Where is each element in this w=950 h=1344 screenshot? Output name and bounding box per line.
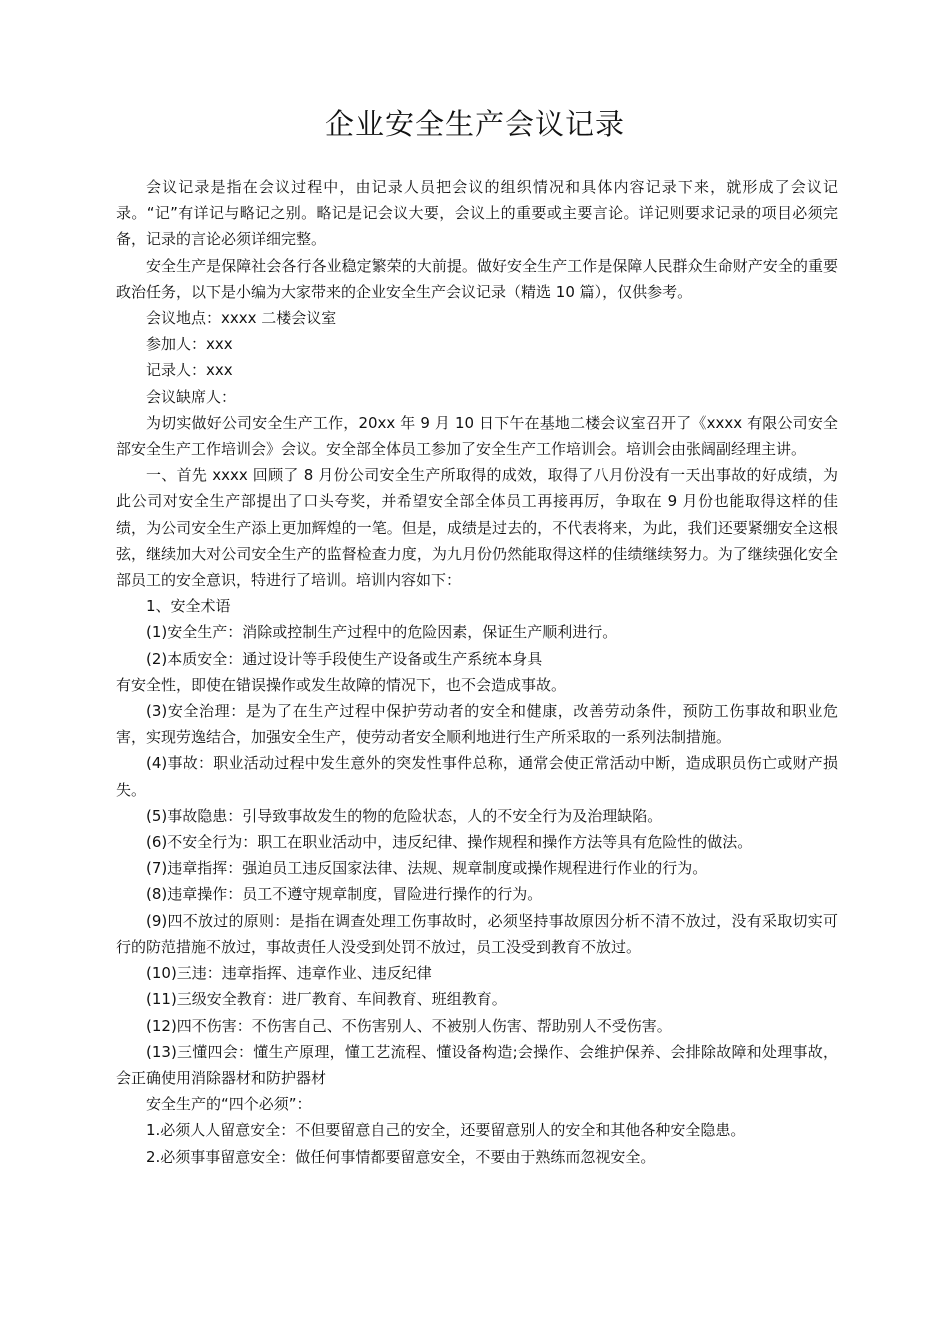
document-title: 企业安全生产会议记录 [324,107,625,141]
paragraph-intro-meeting-record: 会议记录是指在会议过程中，由记录人员把会议的组织情况和具体内容记录下来，就形成了会议记录。“记”有详记与略记之别。略记是记会议大要，会议上的重要或主要言论。详记则要求记录的项目必须完备，记录的言论必须详细完整。 [116,178,838,249]
term-item-6: (6)不安全行为：职工在职业活动中，违反纪律、操作规程和操作方法等具有危险性的做法。 [146,833,753,852]
paragraph-meeting-summary: 为切实做好公司安全生产工作，20xx 年 9 月 10 日下午在基地二楼会议室召开了《xxxx 有限公司安全部安全生产工作培训会》会议。安全部全体员工参加了安全生产工作培训会。培训会由张阔副经理主讲。 [116,413,838,459]
term-item-5: (5)事故隐患：引导致事故发生的物的危险状态，人的不安全行为及治理缺陷。 [146,806,663,825]
term-item-7: (7)违章指挥：强迫员工违反国家法律、法规、规章制度或操作规程进行作业的行为。 [146,859,708,878]
term-item-9: (9)四不放过的原则：是指在调查处理工伤事故时，必须坚持事故原因分析不清不放过，没有采取切实可行的防范措施不放过，事故责任人没受到处罚不放过，员工没受到教育不放过。 [116,911,838,956]
term-item-12: (12)四不伤害：不伤害自己、不伤害别人、不被别人伤害、帮助别人不受伤害。 [146,1016,672,1035]
term-item-1: (1)安全生产：消除或控制生产过程中的危险因素，保证生产顺利进行。 [146,623,618,642]
term-item-2: (2)本质安全：通过设计等手段使生产设备或生产系统本身具 [146,649,543,668]
document-body [116,174,838,1170]
paragraph-review: 一、首先 xxxx 回顾了 8 月份公司安全生产所取得的成效，取得了八月份没有一天出事故的好成绩，为此公司对安全生产部提出了口头夸奖，并希望安全部全体员工再接再厉，争取在 9 月份也能取得这样的佳绩，为公司安全生产添上更加辉煌的一笔。但是，成绩是过去的，不代表将来，为此，我们还要紧绷安全这根弦，继续加大对公司安全生产的监督检查力度，为九月份仍然能取得这样的佳绩继续努力。为了继续强化安全部员工的安全意识，特进行了培训。培训内容如下： [116,466,838,590]
meeting-absentees: 会议缺席人： [146,387,237,406]
term-item-11: (11)三级安全教育：进厂教育、车间教育、班组教育。 [146,990,507,1009]
term-item-4: (4)事故：职业活动过程中发生意外的突发性事件总称，通常会使正常活动中断，造成职员伤亡或财产损失。 [116,754,838,799]
section-heading-four-musts: 安全生产的“四个必须”： [146,1095,312,1114]
meeting-location: 会议地点：xxxx 二楼会议室 [146,309,337,328]
term-item-10: (10)三违：违章指挥、违章作业、违反纪律 [146,964,432,983]
paragraph-intro-safety: 安全生产是保障社会各行各业稳定繁荣的大前提。做好安全生产工作是保障人民群众生命财产安全的重要政治任务，以下是小编为大家带来的企业安全生产会议记录（精选 10 篇），仅供参考。 [116,256,838,301]
must-item-1: 1.必须人人留意安全：不但要留意自己的安全，还要留意别人的安全和其他各种安全隐患。 [146,1121,746,1140]
meeting-attendees: 参加人：xxx [146,335,233,354]
term-item-3: (3)安全治理：是为了在生产过程中保护劳动者的安全和健康，改善劳动条件，预防工伤事故和职业危害，实现劳逸结合，加强安全生产，使劳动者安全顺利地进行生产所采取的一系列法制措施。 [116,702,838,747]
section-heading-safety-terms: 1、安全术语 [146,597,231,616]
term-item-8: (8)违章操作：员工不遵守规章制度，冒险进行操作的行为。 [146,885,543,904]
term-item-13: (13)三懂四会：懂生产原理，懂工艺流程、懂设备构造;会操作、会维护保养、会排除故障和处理事故，会正确使用消除器材和防护器材 [116,1042,838,1087]
term-item-2-continued: 有安全性，即使在错误操作或发生故障的情况下，也不会造成事故。 [116,675,567,694]
meeting-recorder: 记录人：xxx [146,361,233,380]
must-item-2: 2.必须事事留意安全：做任何事情都要留意安全，不要由于熟练而忽视安全。 [146,1147,656,1166]
